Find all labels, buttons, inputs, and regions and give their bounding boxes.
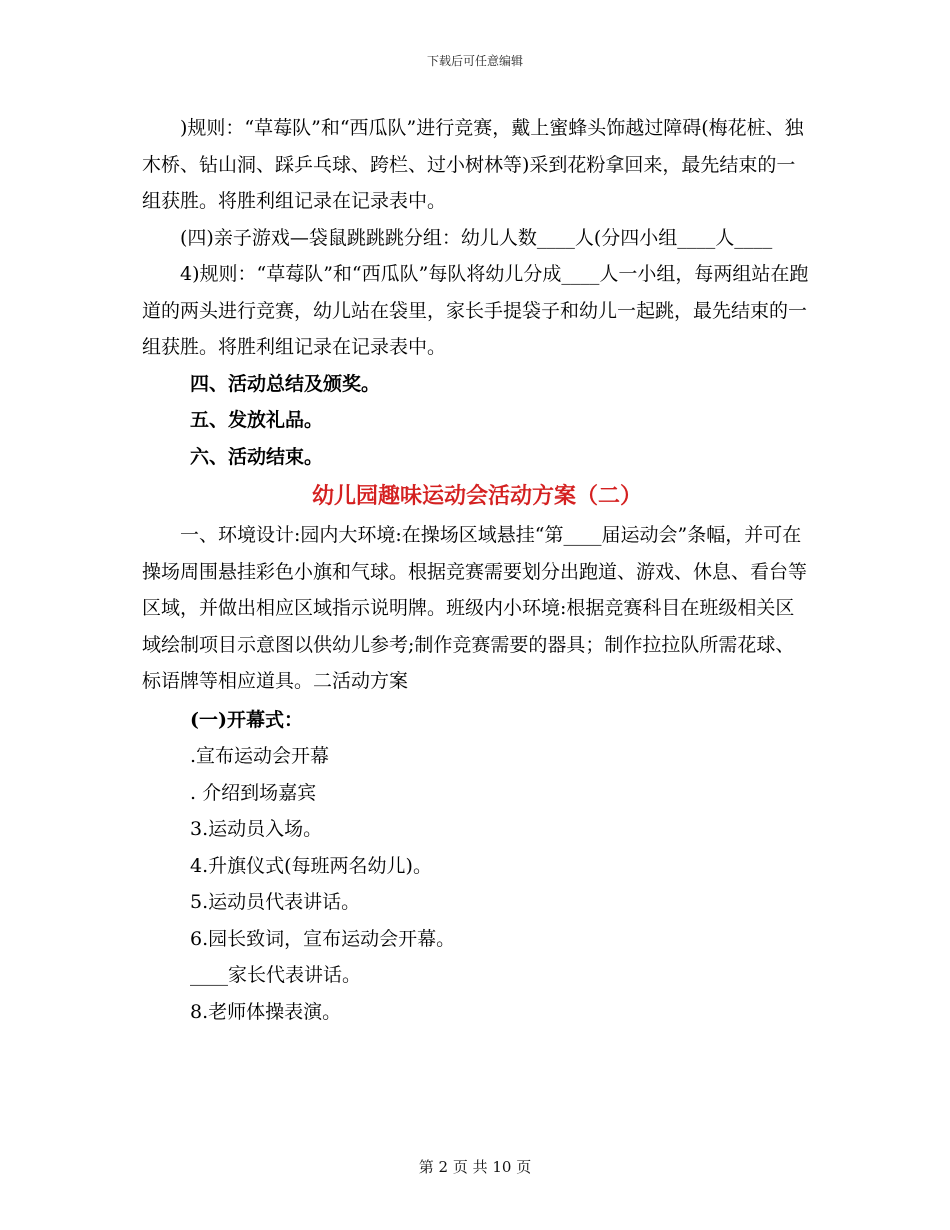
opening-item: 4.升旗仪式(每班两名幼儿)。: [190, 854, 432, 877]
page-header: 下载后可任意编辑: [426, 54, 523, 68]
section-gifts: 五、发放礼品。: [190, 409, 324, 431]
environment-design-paragraph: 一、环境设计:园内大环境:在操场区域悬挂“第____届运动会”条幅，并可在操场周围悬挂彩色小旗和气球。根据竞赛需要划分出跑道、游戏、休息、看台等区域，并做出相应区域指示说明牌。班级内小环境:根据竞赛科目在班级相关区域绘制项目示意图以供幼儿参考;制作竞赛需要的器具；制作拉拉队所需花球、标语牌等相应道具。二活动方案: [142, 524, 808, 692]
rules-paragraph-4: 4)规则：“草莓队”和“西瓜队”每队将幼儿分成____人一小组，每两组站在跑道的两头进行竞赛，幼儿站在袋里，家长手提袋子和幼儿一起跳，最先结束的一组获胜。将胜利组记录在记录表中。: [142, 263, 809, 358]
opening-heading: (一)开幕式：: [190, 708, 303, 731]
opening-item: .宣布运动会开幕: [190, 745, 330, 767]
opening-item: ____家长代表讲话。: [190, 964, 362, 986]
document-title: 幼儿园趣味运动会活动方案（二）: [311, 483, 642, 509]
opening-item: 8.老师体操表演。: [190, 1000, 342, 1023]
rules-paragraph-3: )规则：“草莓队”和“西瓜队”进行竞赛，戴上蜜蜂头饰越过障碍(梅花桩、独木桥、钻山洞、踩乒乓球、跨栏、过小树林等)采到花粉拿回来，最先结束的一组获胜。将胜利组记录在记录表中。: [142, 117, 804, 212]
opening-item: 3.运动员入场。: [190, 818, 323, 840]
opening-item: 5.运动员代表讲话。: [190, 891, 361, 913]
parent-child-game-paragraph: (四)亲子游戏—袋鼠跳跳跳分组：幼儿人数____人(分四小组____人____: [180, 226, 773, 249]
section-summary: 四、活动总结及颁奖。: [190, 372, 381, 395]
page-footer: 第 2 页 共 10 页: [418, 1158, 532, 1176]
opening-item: . 介绍到场嘉宾: [190, 781, 317, 804]
document-body: [142, 110, 812, 1030]
section-end: 六、活动结束。: [190, 445, 324, 468]
opening-item: 6.园长致词，宣布运动会开幕。: [190, 927, 456, 950]
